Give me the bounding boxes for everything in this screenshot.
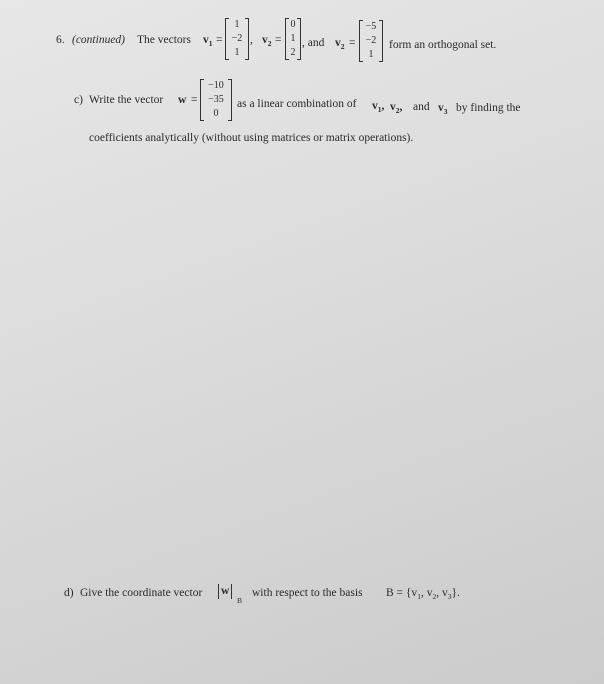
v3-entry: −5 xyxy=(365,21,377,32)
w-entry: −10 xyxy=(208,80,224,91)
v2-label: $v_2$ xyxy=(262,34,272,48)
v2-entry: 2 xyxy=(290,47,296,58)
v1-label: $v_1$ xyxy=(203,34,213,48)
w-entry: −35 xyxy=(208,94,224,105)
v1-entry: −2 xyxy=(231,33,243,44)
and-text: , and xyxy=(302,37,325,49)
part-d-text: Give the coordinate vector xyxy=(80,587,203,599)
v2-matrix xyxy=(285,18,301,60)
v3-entry: −2 xyxy=(365,35,377,46)
equals-sign: = xyxy=(216,34,223,46)
part-c-line2: coefficients analytically (without using matrices or matrix operations). xyxy=(89,132,414,144)
v2-entry: 1 xyxy=(290,33,296,44)
part-d-label: d) xyxy=(64,587,74,599)
equals-sign: = xyxy=(191,94,198,106)
comma: , xyxy=(250,34,253,46)
part-c-label: c) xyxy=(74,94,83,106)
basis-subscript: B xyxy=(237,596,243,605)
part-c-text-after: as a linear combination of xyxy=(237,98,357,110)
equals-sign: = xyxy=(349,37,356,49)
v3-entry: 1 xyxy=(368,49,374,60)
part-c-finding: by finding the xyxy=(456,102,521,114)
part-d-text2: with respect to the basis xyxy=(252,587,363,599)
coordinate-vector-w: w xyxy=(218,584,232,599)
v3-label: $v_2$ xyxy=(335,37,345,51)
problem-tail: form an orthogonal set. xyxy=(389,39,497,51)
problem-number: 6. xyxy=(56,34,65,46)
w-matrix xyxy=(200,79,232,121)
problem-intro: The vectors xyxy=(137,34,191,46)
vlist-v2: $v_2$, xyxy=(390,101,403,115)
v3-matrix xyxy=(359,20,383,62)
basis-expression: $B = \{v_1$, $v_2$, $v_3$}. xyxy=(386,587,460,601)
w-entry: 0 xyxy=(213,108,219,119)
v1-matrix xyxy=(225,18,249,60)
part-c-text: Write the vector xyxy=(89,94,164,106)
equals-sign: = xyxy=(275,34,282,46)
v2-entry: 0 xyxy=(290,19,296,30)
v1-entry: 1 xyxy=(234,19,240,30)
and-word: and xyxy=(413,101,430,113)
v1-entry: 1 xyxy=(234,47,240,58)
continued-label: (continued) xyxy=(72,34,126,46)
w-label: w xyxy=(178,94,187,106)
vlist-v1: $v_1$, xyxy=(372,100,385,114)
vlist-v3: $v_3$ xyxy=(438,102,448,116)
